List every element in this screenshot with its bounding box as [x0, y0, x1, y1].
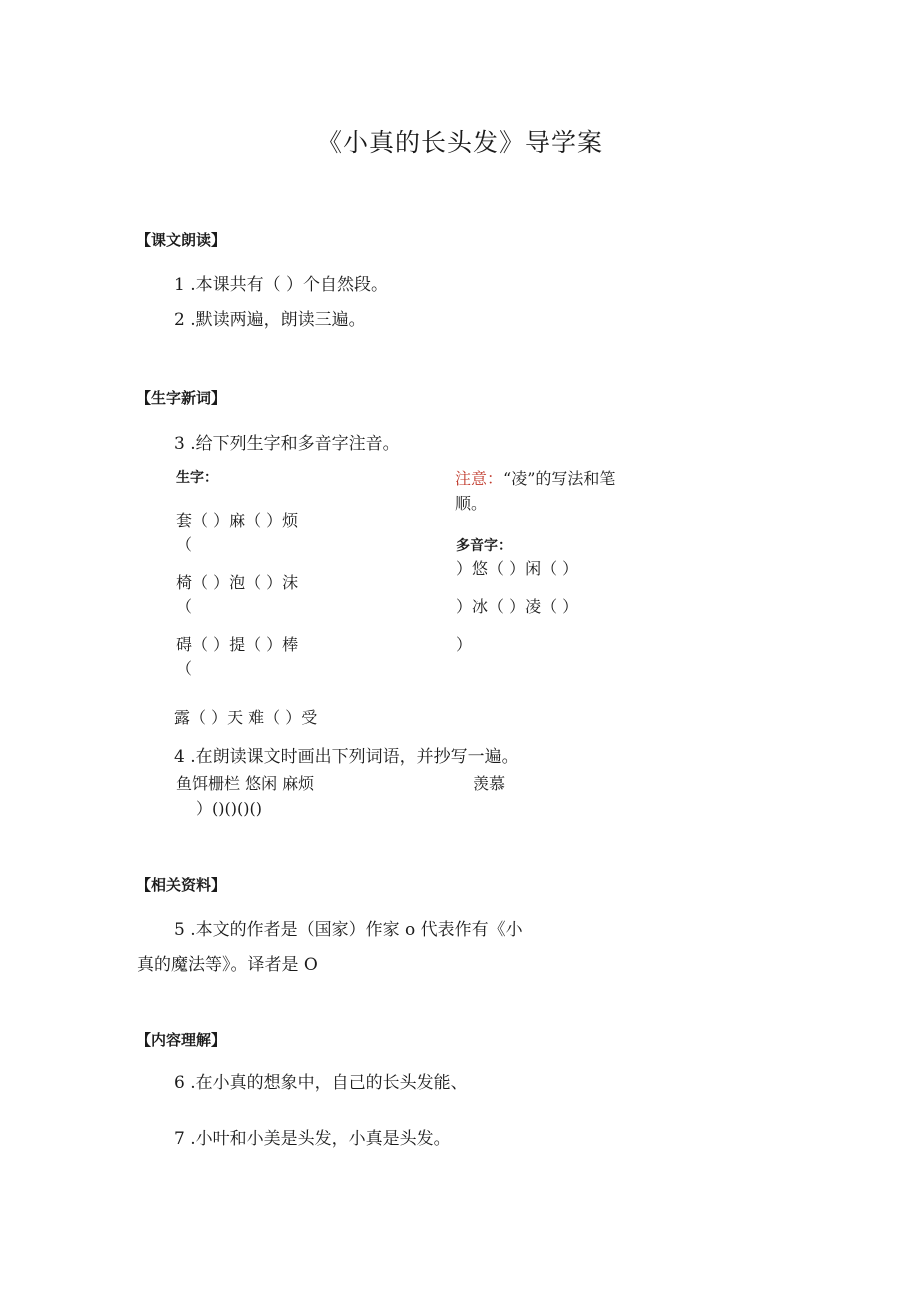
question-4: 4 .在朗读课文时画出下列词语，并抄写一遍。: [174, 747, 519, 767]
question-3: 3 .给下列生字和多音字注音。: [174, 434, 400, 454]
section-heading-understanding: 【内容理解】: [136, 1031, 227, 1049]
note-text-continued: 顺。: [455, 494, 488, 513]
shengzi-row-4: 露（ ）天 难（ ）受: [174, 708, 318, 727]
section-heading-reading: 【课文朗读】: [136, 231, 227, 249]
question-1: 1 .本课共有（ ）个自然段。: [174, 275, 389, 295]
question-2: 2 .默读两遍，朗读三遍。: [174, 310, 366, 330]
section-heading-vocab: 【生字新词】: [136, 389, 227, 407]
question-5-line-2: 真的魔法等》。译者是 O: [137, 955, 318, 975]
shengzi-row-2: 椅（ ）泡（ ）沫: [176, 573, 299, 592]
section-heading-materials: 【相关资料】: [136, 876, 227, 894]
duoyin-row-1: ）悠（ ）闲（ ）: [456, 559, 579, 578]
duoyin-row-3: ）: [456, 635, 473, 654]
question-7: 7 .小叶和小美是头发，小真是头发。: [174, 1129, 451, 1149]
shengzi-label: 生字：: [176, 470, 218, 486]
question-6: 6 .在小真的想象中，自己的长头发能、: [174, 1073, 468, 1093]
word-list-last: 羡慕: [473, 774, 506, 793]
shengzi-row-1-overflow: （: [176, 535, 193, 554]
shengzi-row-3: 碍（ ）提（ ）棒: [176, 635, 299, 654]
note-text: “凌”的写法和笔: [503, 469, 616, 488]
shengzi-row-1: 套（ ）麻（ ）烦: [176, 511, 299, 530]
word-blanks: ）()()()(): [196, 799, 262, 818]
duoyin-label: 多音字：: [456, 538, 512, 554]
word-list: 鱼饵栅栏 悠闲 麻烦: [176, 774, 315, 793]
note-label: 注意：: [455, 469, 504, 488]
shengzi-row-2-overflow: （: [176, 597, 193, 616]
duoyin-row-2: ）冰（ ）凌（ ）: [456, 597, 579, 616]
shengzi-row-3-overflow: （: [176, 659, 193, 678]
question-5-line-1: 5 .本文的作者是（国家）作家 o 代表作有《小: [174, 920, 523, 940]
page-title: 《小真的长头发》导学案: [316, 128, 603, 157]
